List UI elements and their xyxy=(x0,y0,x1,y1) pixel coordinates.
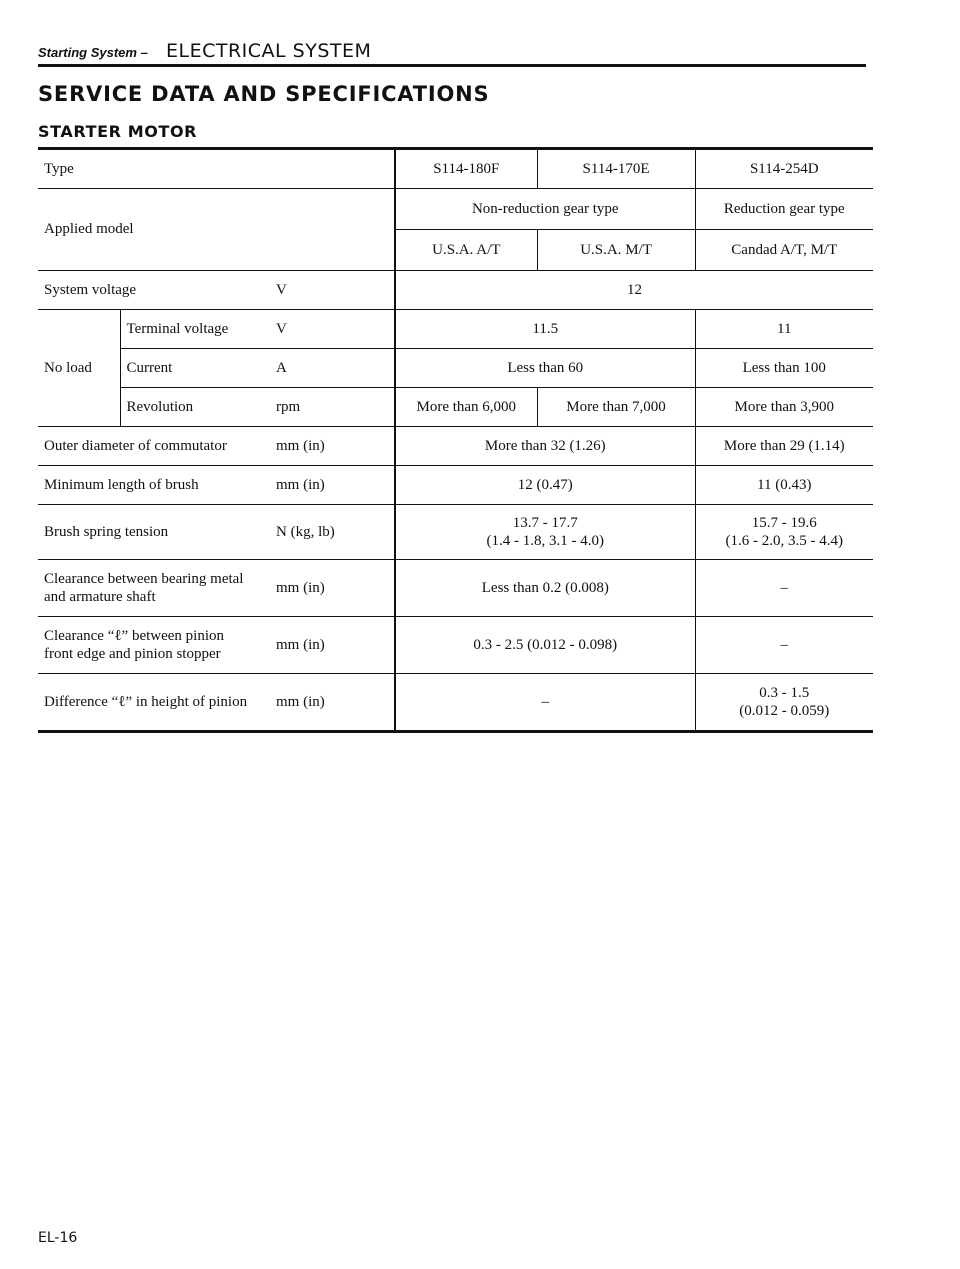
applied-model-col3: Candad A/T, M/T xyxy=(695,230,873,271)
clearance-bearing-value: Less than 0.2 (0.008) xyxy=(395,560,695,617)
outer-diameter-value: More than 32 (1.26) xyxy=(395,427,695,466)
system-voltage-label: System voltage xyxy=(38,271,270,310)
system-voltage-unit: V xyxy=(270,271,395,310)
revolution-value-254d: More than 3,900 xyxy=(695,388,873,427)
type-col2: S114-170E xyxy=(537,149,695,189)
starter-motor-spec-table xyxy=(38,147,873,733)
table-row-terminal-voltage xyxy=(38,310,873,349)
clearance-bearing-unit: mm (in) xyxy=(270,560,395,617)
outer-diameter-label: Outer diameter of commutator xyxy=(38,427,270,466)
outer-diameter-unit: mm (in) xyxy=(270,427,395,466)
spring-tension-value-line1: 13.7 - 17.7 xyxy=(512,515,578,531)
page-header xyxy=(38,38,866,67)
revolution-label: Revolution xyxy=(120,388,270,427)
revolution-value-170e: More than 7,000 xyxy=(537,388,695,427)
table-row-clearance-pinion xyxy=(38,617,873,674)
applied-model-col2: U.S.A. M/T xyxy=(537,230,695,271)
table-row-applied-model xyxy=(38,189,873,230)
type-label: Type xyxy=(38,149,395,189)
clearance-pinion-label-line1: Clearance “ℓ” between pinion xyxy=(44,628,225,644)
min-brush-unit: mm (in) xyxy=(270,466,395,505)
difference-254d-line1: 0.3 - 1.5 xyxy=(759,685,810,701)
no-load-label: No load xyxy=(38,310,120,427)
outer-diameter-value-254d: More than 29 (1.14) xyxy=(695,427,873,466)
difference-value-254d xyxy=(695,674,873,732)
terminal-voltage-value-254d: 11 xyxy=(695,310,873,349)
clearance-pinion-unit: mm (in) xyxy=(270,617,395,674)
spring-tension-unit: N (kg, lb) xyxy=(270,505,395,560)
clearance-bearing-label-line2: and armature shaft xyxy=(44,589,156,605)
revolution-value-180f: More than 6,000 xyxy=(395,388,537,427)
table-row-revolution xyxy=(38,388,873,427)
spring-tension-value-254d xyxy=(695,505,873,560)
section-label: Starting System – xyxy=(38,45,148,60)
type-col3: S114-254D xyxy=(695,149,873,189)
spring-tension-value xyxy=(395,505,695,560)
difference-value: – xyxy=(395,674,695,732)
type-col1: S114-180F xyxy=(395,149,537,189)
clearance-pinion-label-line2: front edge and pinion stopper xyxy=(44,646,221,662)
current-unit: A xyxy=(270,349,395,388)
gear-type-reduction: Reduction gear type xyxy=(695,189,873,230)
table-row-outer-diameter xyxy=(38,427,873,466)
current-value: Less than 60 xyxy=(395,349,695,388)
terminal-voltage-unit: V xyxy=(270,310,395,349)
difference-label: Difference “ℓ” in height of pinion xyxy=(38,674,270,732)
table-row-min-brush-length xyxy=(38,466,873,505)
table-row-spring-tension xyxy=(38,505,873,560)
terminal-voltage-label: Terminal voltage xyxy=(120,310,270,349)
min-brush-label: Minimum length of brush xyxy=(38,466,270,505)
revolution-unit: rpm xyxy=(270,388,395,427)
current-label: Current xyxy=(120,349,270,388)
clearance-bearing-value-254d: – xyxy=(695,560,873,617)
table-row-current xyxy=(38,349,873,388)
spring-tension-value-line2: (1.4 - 1.8, 3.1 - 4.0) xyxy=(486,533,605,549)
table-row-system-voltage xyxy=(38,271,873,310)
clearance-bearing-label-line1: Clearance between bearing metal xyxy=(44,571,244,587)
clearance-pinion-value-254d: – xyxy=(695,617,873,674)
difference-254d-line2: (0.012 - 0.059) xyxy=(739,703,830,719)
page-title: SERVICE DATA AND SPECIFICATIONS xyxy=(38,82,490,106)
spring-tension-254d-line1: 15.7 - 19.6 xyxy=(751,515,817,531)
page-number: EL-16 xyxy=(38,1230,78,1246)
clearance-bearing-label xyxy=(38,560,270,617)
min-brush-value: 12 (0.47) xyxy=(395,466,695,505)
spring-tension-label: Brush spring tension xyxy=(38,505,270,560)
gear-type-nonreduction: Non-reduction gear type xyxy=(395,189,695,230)
table-row-difference xyxy=(38,674,873,732)
clearance-pinion-label xyxy=(38,617,270,674)
min-brush-value-254d: 11 (0.43) xyxy=(695,466,873,505)
spring-tension-254d-line2: (1.6 - 2.0, 3.5 - 4.4) xyxy=(725,533,844,549)
difference-unit: mm (in) xyxy=(270,674,395,732)
applied-model-col1: U.S.A. A/T xyxy=(395,230,537,271)
system-voltage-value: 12 xyxy=(395,271,873,310)
table-row-clearance-bearing xyxy=(38,560,873,617)
terminal-voltage-value: 11.5 xyxy=(395,310,695,349)
clearance-pinion-value: 0.3 - 2.5 (0.012 - 0.098) xyxy=(395,617,695,674)
table-row-type xyxy=(38,149,873,189)
section-subtitle: STARTER MOTOR xyxy=(38,122,198,141)
current-value-254d: Less than 100 xyxy=(695,349,873,388)
chapter-title: ELECTRICAL SYSTEM xyxy=(166,40,372,62)
applied-model-label: Applied model xyxy=(38,189,395,271)
